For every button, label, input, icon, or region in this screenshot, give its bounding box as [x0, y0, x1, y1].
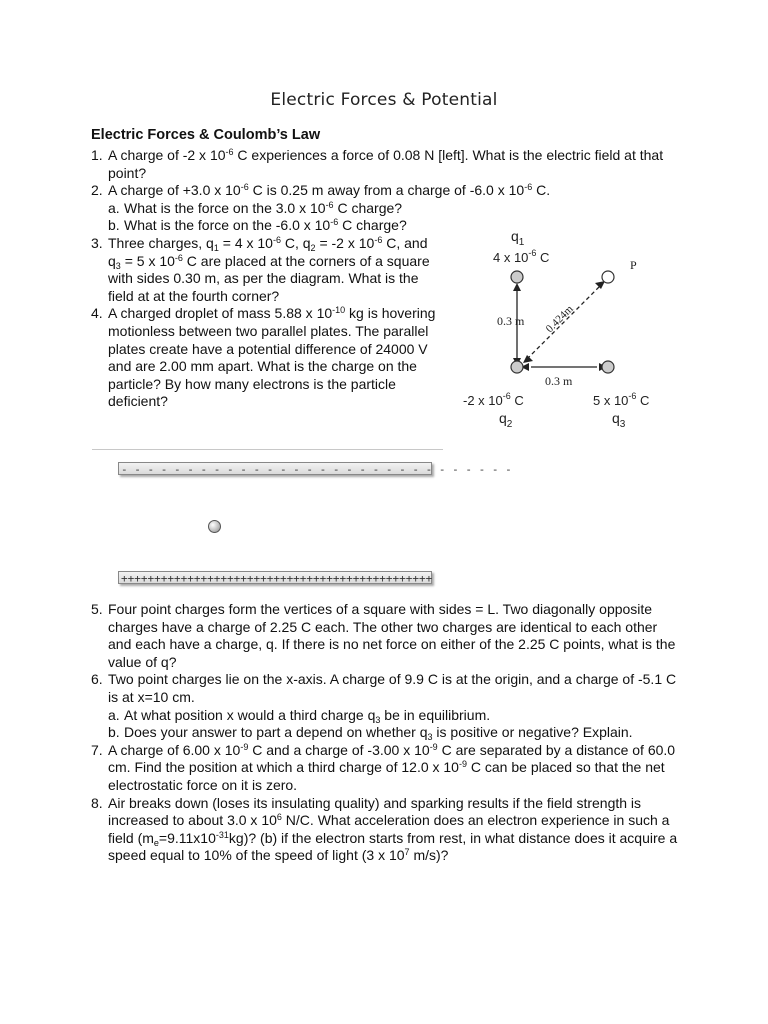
question-text: N/C. What acceleration does an electron experience in such a field (m — [108, 812, 670, 846]
sub-label: a. — [108, 706, 120, 723]
question-5 — [91, 601, 681, 671]
question-number: 5. — [91, 601, 103, 617]
question-number: 7. — [91, 741, 103, 758]
question-number: 8. — [91, 794, 103, 811]
exponent: 7 — [404, 847, 410, 858]
question-text: What is the force on the -6.0 x 10 — [124, 217, 331, 234]
question-text: = -2 x 10 — [315, 234, 375, 251]
question-text: What is the force on the 3.0 x 10 — [124, 199, 326, 216]
exponent: -6 — [272, 234, 281, 245]
horizontal-distance-label: 0.3 m — [545, 374, 573, 388]
q1-value: 4 x $10^{-6}$ C — [493, 248, 550, 265]
q3-label: $q_3$ — [612, 410, 626, 430]
negative-plate: - - - - - - - - - - - - - - - - - - - - - - - - - - - - - - — [118, 462, 432, 475]
question-text: Four point charges form the vertices of a square with sides = L. Two diagonally opposite charges have a charge of 2.25 C each. The other two charges are identical to each other and each have a charge, q. If there is no net force on either of the 2.25 C points, what is the value of q? — [108, 601, 676, 670]
exponent: -6 — [524, 182, 533, 193]
question-number: 3. — [91, 234, 103, 251]
question-text: C is 0.25 m away from a charge of -6.0 x 10 — [248, 182, 525, 199]
sub-label: a. — [108, 199, 120, 216]
question-text: Does your answer to part a depend on whether q — [124, 724, 428, 741]
question-text: kg)? (b) if the electron starts from rest, in what distance does it acquire a speed equal to 10% of the speed of light (3 x 10 — [108, 829, 678, 864]
charge-q3 — [602, 361, 614, 373]
charged-droplet — [208, 520, 221, 533]
sub-label: b. — [108, 724, 120, 741]
q2-label: $q_2$ — [499, 410, 513, 430]
question-text: A charge of -2 x 10 — [108, 147, 226, 163]
question-number: 6. — [91, 671, 103, 688]
questions-bottom — [91, 601, 681, 865]
arrow-head-diag-low — [523, 355, 533, 363]
question-text: = 5 x 10 — [120, 252, 175, 269]
question-7 — [91, 742, 681, 795]
question-text: At what position x would a third charge q — [124, 706, 376, 723]
exponent: -10 — [332, 305, 346, 316]
question-text: C experiences a force of 0.08 N [left]. What is the electric field at that point? — [108, 147, 664, 181]
question-3 — [91, 235, 438, 305]
question-text: C charge? — [333, 199, 403, 216]
exponent: -6 — [225, 147, 234, 157]
point-p-label: P — [630, 258, 637, 272]
subscript: 1 — [213, 242, 219, 253]
charge-q2 — [511, 361, 523, 373]
exponent: -6 — [330, 217, 339, 228]
question-text: C. — [532, 182, 551, 199]
question-6a — [91, 707, 681, 725]
question-text: C and a charge of -3.00 x 10 — [248, 741, 430, 758]
q3-value: 5 x $10^{-6}$ C — [593, 391, 650, 408]
subscript: e — [153, 837, 159, 848]
question-number: 1. — [91, 147, 103, 163]
question-8 — [91, 795, 681, 865]
question-text: Air breaks down (loses its insulating quality) and sparking results if the field strength is increased to about 3.0 x 10 — [108, 794, 642, 829]
subscript: 2 — [310, 242, 316, 253]
question-text: A charged droplet of mass 5.88 x 10 — [108, 305, 333, 322]
question-text: A charge of 6.00 x 10 — [108, 741, 241, 758]
diagonal-distance-label: 0.424m — [543, 303, 576, 336]
charge-square-diagram — [455, 225, 685, 435]
question-text: be in equilibrium. — [380, 706, 491, 723]
sub-label: b. — [108, 217, 120, 234]
question-6b — [91, 724, 681, 742]
question-4 — [91, 305, 438, 411]
question-text: C, q — [280, 234, 311, 251]
question-text: C, and q — [108, 234, 428, 269]
question-2a — [91, 200, 691, 218]
section-heading: Electric Forces & Coulomb’s Law — [91, 127, 321, 143]
question-text: m/s)? — [409, 847, 449, 864]
subscript: 3 — [427, 732, 433, 743]
point-p — [602, 271, 614, 283]
question-text: Three charges, q — [108, 234, 214, 251]
charge-q1 — [511, 271, 523, 283]
exponent: -6 — [174, 252, 183, 263]
exponent: -9 — [429, 741, 438, 752]
question-text: A charge of +3.0 x 10 — [108, 182, 241, 199]
question-6 — [91, 671, 681, 706]
question-2 — [91, 182, 608, 200]
question-number: 4. — [91, 305, 103, 322]
question-text: C are placed at the corners of a square with sides 0.30 m, as per the diagram. What is the field at at the fourth corner? — [108, 252, 430, 304]
arrow-head-diag-high — [595, 281, 605, 289]
question-text: C can be placed so that the net electrostatic force on it is zero. — [108, 759, 665, 793]
question-1 — [91, 147, 698, 182]
q1-label: $q_1$ — [511, 228, 525, 248]
exponent: -31 — [215, 829, 229, 840]
vertical-distance-label: 0.3 m — [497, 314, 525, 328]
divider — [92, 449, 443, 450]
question-text: Two point charges lie on the x-axis. A charge of 9.9 C is at the origin, and a charge of -5.1 C is at x=10 cm. — [108, 671, 677, 705]
exponent: 6 — [276, 812, 282, 823]
subscript: 3 — [375, 714, 381, 725]
exponent: -9 — [240, 741, 249, 752]
exponent: -9 — [458, 759, 467, 770]
question-text: = 4 x 10 — [218, 234, 273, 251]
page-title: Electric Forces & Potential — [270, 90, 498, 110]
exponent: -6 — [325, 199, 334, 210]
arrow-head-up — [513, 283, 521, 291]
question-text: kg is hovering motionless between two parallel plates. The parallel plates create have a potential difference of 24000 V and are 2.00 mm apart. What is the charge on the particle? By how many electrons is the particle deficient? — [108, 305, 436, 410]
exponent: -6 — [374, 234, 383, 245]
question-number: 2. — [91, 182, 103, 199]
q2-value: -2 x $10^{-6}$ C — [463, 391, 524, 408]
question-text: is positive or negative? Explain. — [432, 724, 633, 741]
positive-plate: +++++++++++++++++++++++++++++++++++++++++++++++ — [118, 571, 432, 584]
question-text: C charge? — [338, 217, 407, 234]
question-text: =9.11x10 — [158, 829, 216, 846]
subscript: 3 — [115, 260, 121, 271]
question-text: C are separated by a distance of 60.0 cm. Find the position at which a third charge of 12.0 x 10 — [108, 741, 676, 776]
exponent: -6 — [240, 182, 249, 193]
